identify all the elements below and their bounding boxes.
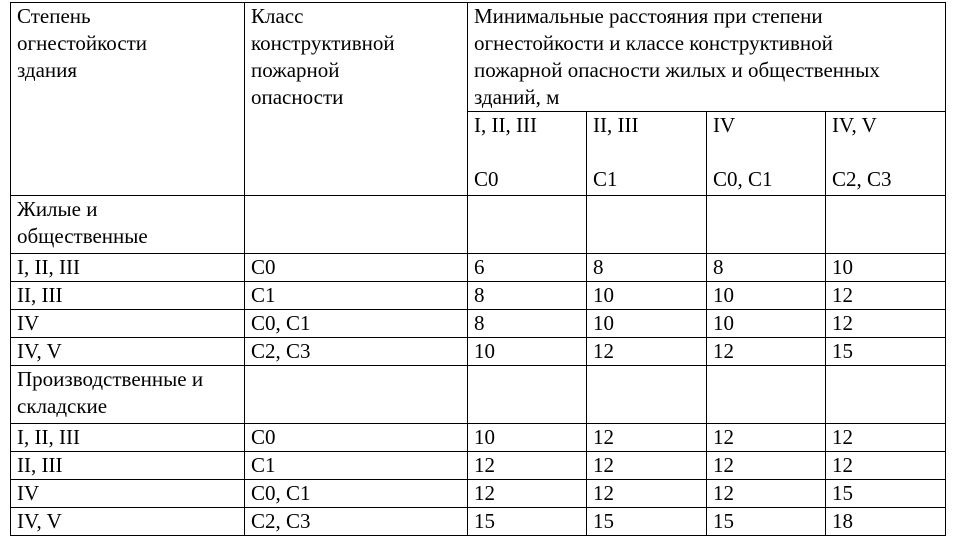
empty-cell xyxy=(468,366,587,424)
subheader-cell xyxy=(587,112,707,196)
cell-value: 6 xyxy=(468,254,587,282)
cell-value: 8 xyxy=(468,282,587,310)
cell-value: 10 xyxy=(707,310,826,338)
cell-value: 10 xyxy=(587,282,707,310)
cell-value: 10 xyxy=(587,310,707,338)
cell-value: 10 xyxy=(468,338,587,366)
empty-cell xyxy=(468,196,587,254)
cell-class: С2, С3 xyxy=(245,508,468,536)
subheader-class: С2, С3 xyxy=(832,167,892,191)
subheader-cell xyxy=(826,112,946,196)
cell-value: 12 xyxy=(826,424,946,452)
cell-value: 8 xyxy=(587,254,707,282)
cell-value: 15 xyxy=(826,480,946,508)
cell-class: С1 xyxy=(245,452,468,480)
table-row xyxy=(11,508,946,536)
subheader-degree: IV, V xyxy=(832,113,877,137)
cell-degree: IV xyxy=(11,310,245,338)
empty-cell xyxy=(707,196,826,254)
section-title: Производственные и складские xyxy=(11,366,245,424)
cell-class: С2, С3 xyxy=(245,338,468,366)
cell-value: 8 xyxy=(468,310,587,338)
empty-cell xyxy=(245,366,468,424)
cell-value: 12 xyxy=(707,452,826,480)
cell-class: С0 xyxy=(245,424,468,452)
cell-class: С0 xyxy=(245,254,468,282)
table-row xyxy=(11,310,946,338)
cell-class: С1 xyxy=(245,282,468,310)
subheader-cell xyxy=(707,112,826,196)
cell-value: 15 xyxy=(587,508,707,536)
table-row xyxy=(11,338,946,366)
cell-value: 8 xyxy=(707,254,826,282)
empty-cell xyxy=(826,196,946,254)
cell-degree: IV, V xyxy=(11,338,245,366)
subheader-cell xyxy=(468,112,587,196)
empty-cell xyxy=(245,196,468,254)
cell-value: 10 xyxy=(707,282,826,310)
table-row xyxy=(11,254,946,282)
empty-cell xyxy=(826,366,946,424)
cell-value: 12 xyxy=(826,452,946,480)
header-fire-resistance: Степень огнестойкости здания xyxy=(11,3,245,196)
cell-value: 18 xyxy=(826,508,946,536)
cell-value: 12 xyxy=(826,282,946,310)
subheader-degree: II, III xyxy=(593,113,639,137)
cell-value: 15 xyxy=(826,338,946,366)
cell-degree: II, III xyxy=(11,452,245,480)
cell-value: 12 xyxy=(587,424,707,452)
table-row xyxy=(11,480,946,508)
cell-degree: IV xyxy=(11,480,245,508)
cell-value: 12 xyxy=(468,480,587,508)
subheader-class: С0, С1 xyxy=(713,167,773,191)
table-row xyxy=(11,452,946,480)
header-hazard-class: Класс конструктивной пожарной опасности xyxy=(245,3,468,196)
cell-value: 15 xyxy=(707,508,826,536)
cell-value: 12 xyxy=(707,424,826,452)
section-row-industrial xyxy=(11,366,946,424)
cell-value: 12 xyxy=(468,452,587,480)
cell-value: 12 xyxy=(707,338,826,366)
table-row xyxy=(11,282,946,310)
subheader-degree: I, II, III xyxy=(474,113,537,137)
cell-degree: I, II, III xyxy=(11,424,245,452)
subheader-class: С1 xyxy=(593,167,618,191)
subheader-degree: IV xyxy=(713,113,736,137)
cell-degree: II, III xyxy=(11,282,245,310)
cell-value: 15 xyxy=(468,508,587,536)
cell-degree: I, II, III xyxy=(11,254,245,282)
section-row-residential xyxy=(11,196,946,254)
cell-value: 12 xyxy=(826,310,946,338)
empty-cell xyxy=(587,366,707,424)
header-min-distances: Минимальные расстояния при степени огнестойкости и классе конструктивной пожарной опасности жилых и общественных зданий, м xyxy=(468,3,946,112)
section-title: Жилые и общественные xyxy=(11,196,245,254)
fire-distance-table xyxy=(10,2,946,536)
cell-value: 12 xyxy=(707,480,826,508)
empty-cell xyxy=(587,196,707,254)
cell-value: 10 xyxy=(468,424,587,452)
cell-class: С0, С1 xyxy=(245,480,468,508)
table-row xyxy=(11,424,946,452)
subheader-class: С0 xyxy=(474,167,499,191)
cell-value: 10 xyxy=(826,254,946,282)
empty-cell xyxy=(707,366,826,424)
cell-degree: IV, V xyxy=(11,508,245,536)
cell-class: С0, С1 xyxy=(245,310,468,338)
cell-value: 12 xyxy=(587,452,707,480)
cell-value: 12 xyxy=(587,480,707,508)
header-row-top xyxy=(11,3,946,112)
cell-value: 12 xyxy=(587,338,707,366)
